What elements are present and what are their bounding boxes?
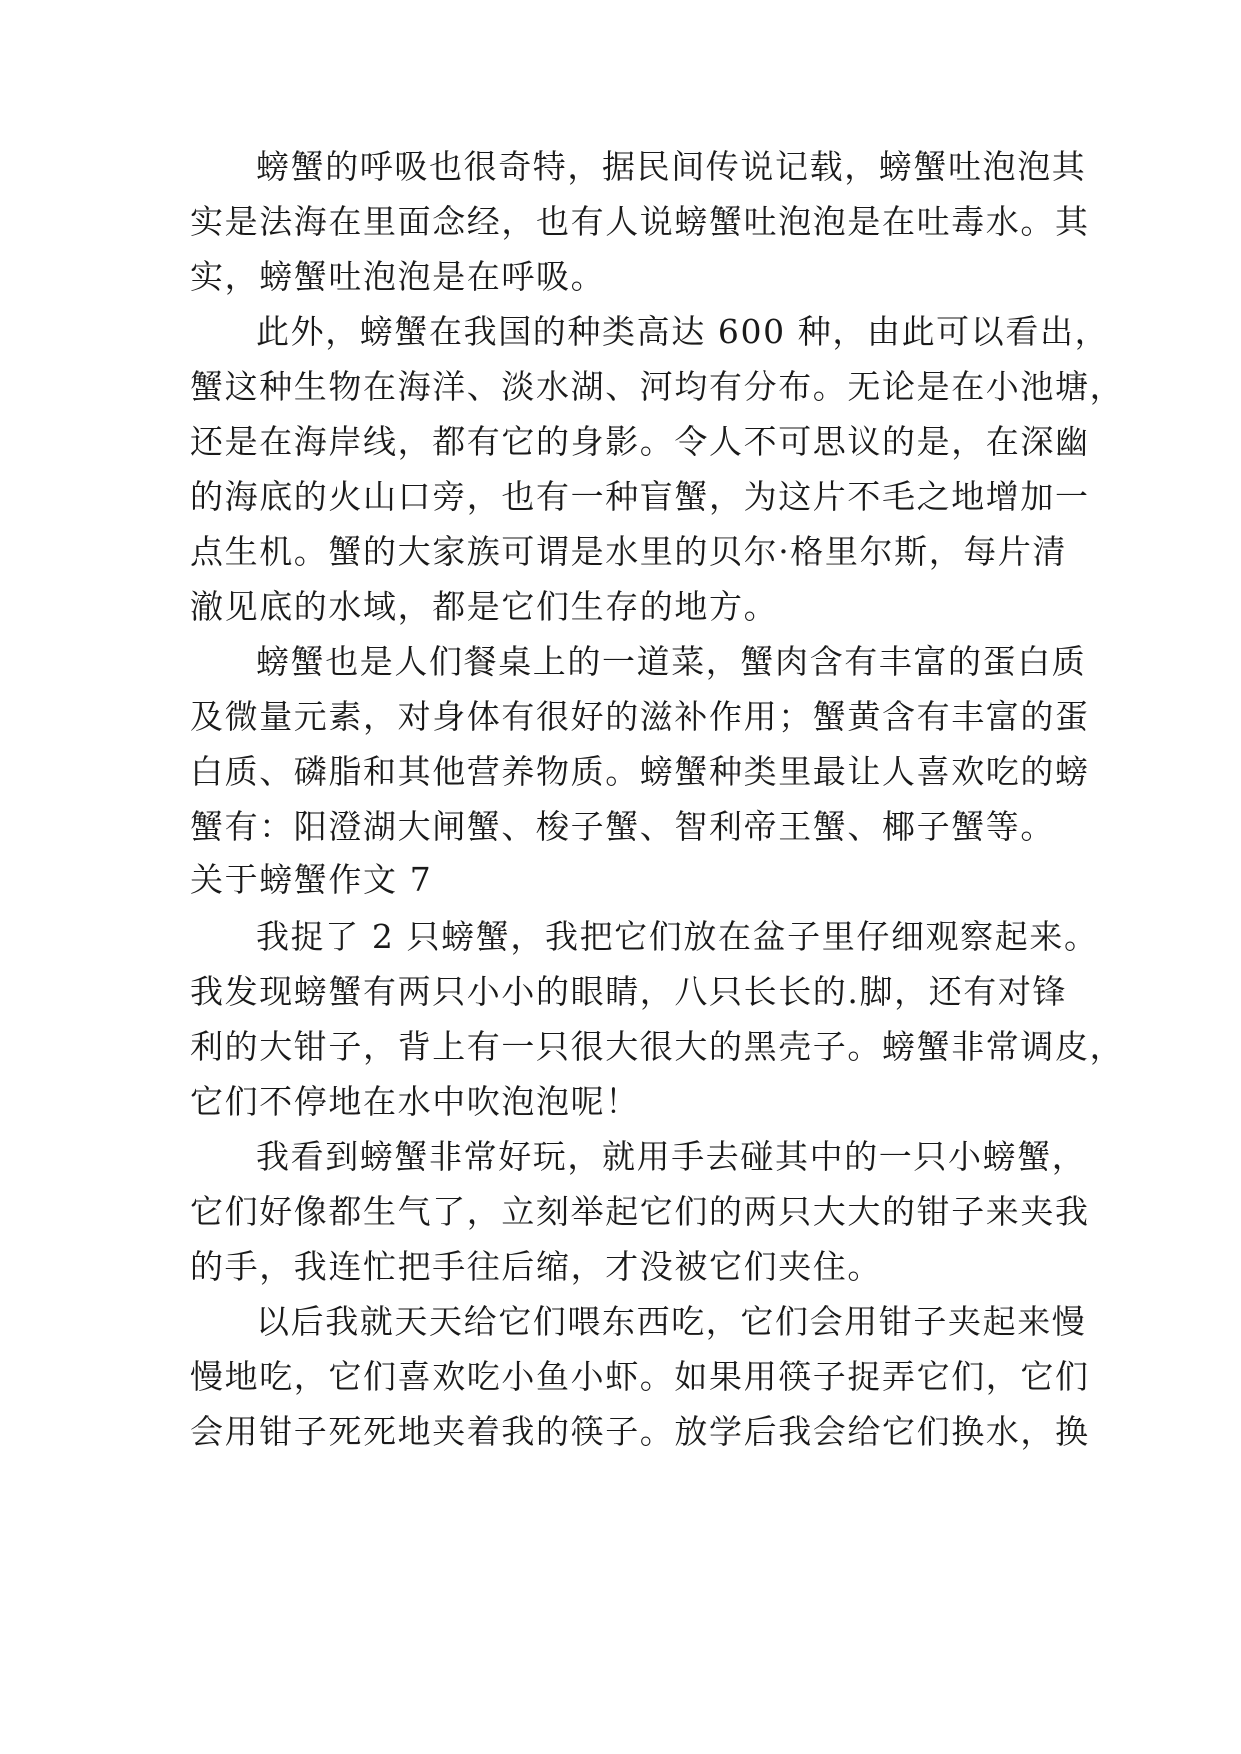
paragraph-1-line-1: 螃蟹的呼吸也很奇特，据民间传说记载，螃蟹吐泡泡其 (256, 147, 1087, 186)
paragraph-3-line-2: 及微量元素，对身体有很好的滋补作用；蟹黄含有丰富的蛋 (190, 697, 1090, 736)
paragraph-1-line-2: 实是法海在里面念经，也有人说螃蟹吐泡泡是在吐毒水。其 (190, 202, 1090, 241)
paragraph-4-line-1: 我捉了 2 只螃蟹，我把它们放在盆子里仔细观察起来。 (256, 917, 1099, 956)
paragraph-3-line-3: 白质、磷脂和其他营养物质。螃蟹种类里最让人喜欢吃的螃 (190, 752, 1090, 791)
paragraph-6-line-2: 慢地吃，它们喜欢吃小鱼小虾。如果用筷子捉弄它们，它们 (190, 1357, 1090, 1396)
paragraph-2-line-2: 蟹这种生物在海洋、淡水湖、河均有分布。无论是在小池塘， (190, 367, 1125, 406)
section-heading: 关于螃蟹作文 7 (190, 860, 433, 899)
paragraph-5-line-2: 它们好像都生气了，立刻举起它们的两只大大的钳子来夹我 (190, 1192, 1090, 1231)
paragraph-4-line-2: 我发现螃蟹有两只小小的眼睛，八只长长的.脚，还有对锋 (190, 972, 1068, 1011)
paragraph-4-line-3: 利的大钳子，背上有一只很大很大的黑壳子。螃蟹非常调皮， (190, 1027, 1125, 1066)
paragraph-6-line-1: 以后我就天天给它们喂东西吃，它们会用钳子夹起来慢 (256, 1302, 1087, 1341)
paragraph-2-line-6: 澈见底的水域，都是它们生存的地方。 (190, 587, 779, 626)
paragraph-4-line-4: 它们不停地在水中吹泡泡呢！ (190, 1082, 640, 1121)
paragraph-6-line-3: 会用钳子死死地夹着我的筷子。放学后我会给它们换水，换 (190, 1412, 1090, 1451)
paragraph-2-line-1: 此外，螃蟹在我国的种类高达 600 种，由此可以看出， (256, 312, 1110, 351)
paragraph-3-line-4: 蟹有：阳澄湖大闸蟹、梭子蟹、智利帝王蟹、椰子蟹等。 (190, 807, 1055, 846)
paragraph-5-line-3: 的手，我连忙把手往后缩，才没被它们夹住。 (190, 1247, 882, 1286)
paragraph-5-line-1: 我看到螃蟹非常好玩，就用手去碰其中的一只小螃蟹， (256, 1137, 1087, 1176)
paragraph-3-line-1: 螃蟹也是人们餐桌上的一道菜，蟹肉含有丰富的蛋白质 (256, 642, 1087, 681)
paragraph-2-line-4: 的海底的火山口旁，也有一种盲蟹，为这片不毛之地增加一 (190, 477, 1090, 516)
paragraph-2-line-5: 点生机。蟹的大家族可谓是水里的贝尔·格里尔斯，每片清 (190, 532, 1068, 571)
paragraph-1-line-3: 实，螃蟹吐泡泡是在呼吸。 (190, 257, 606, 296)
paragraph-2-line-3: 还是在海岸线，都有它的身影。令人不可思议的是，在深幽 (190, 422, 1090, 461)
